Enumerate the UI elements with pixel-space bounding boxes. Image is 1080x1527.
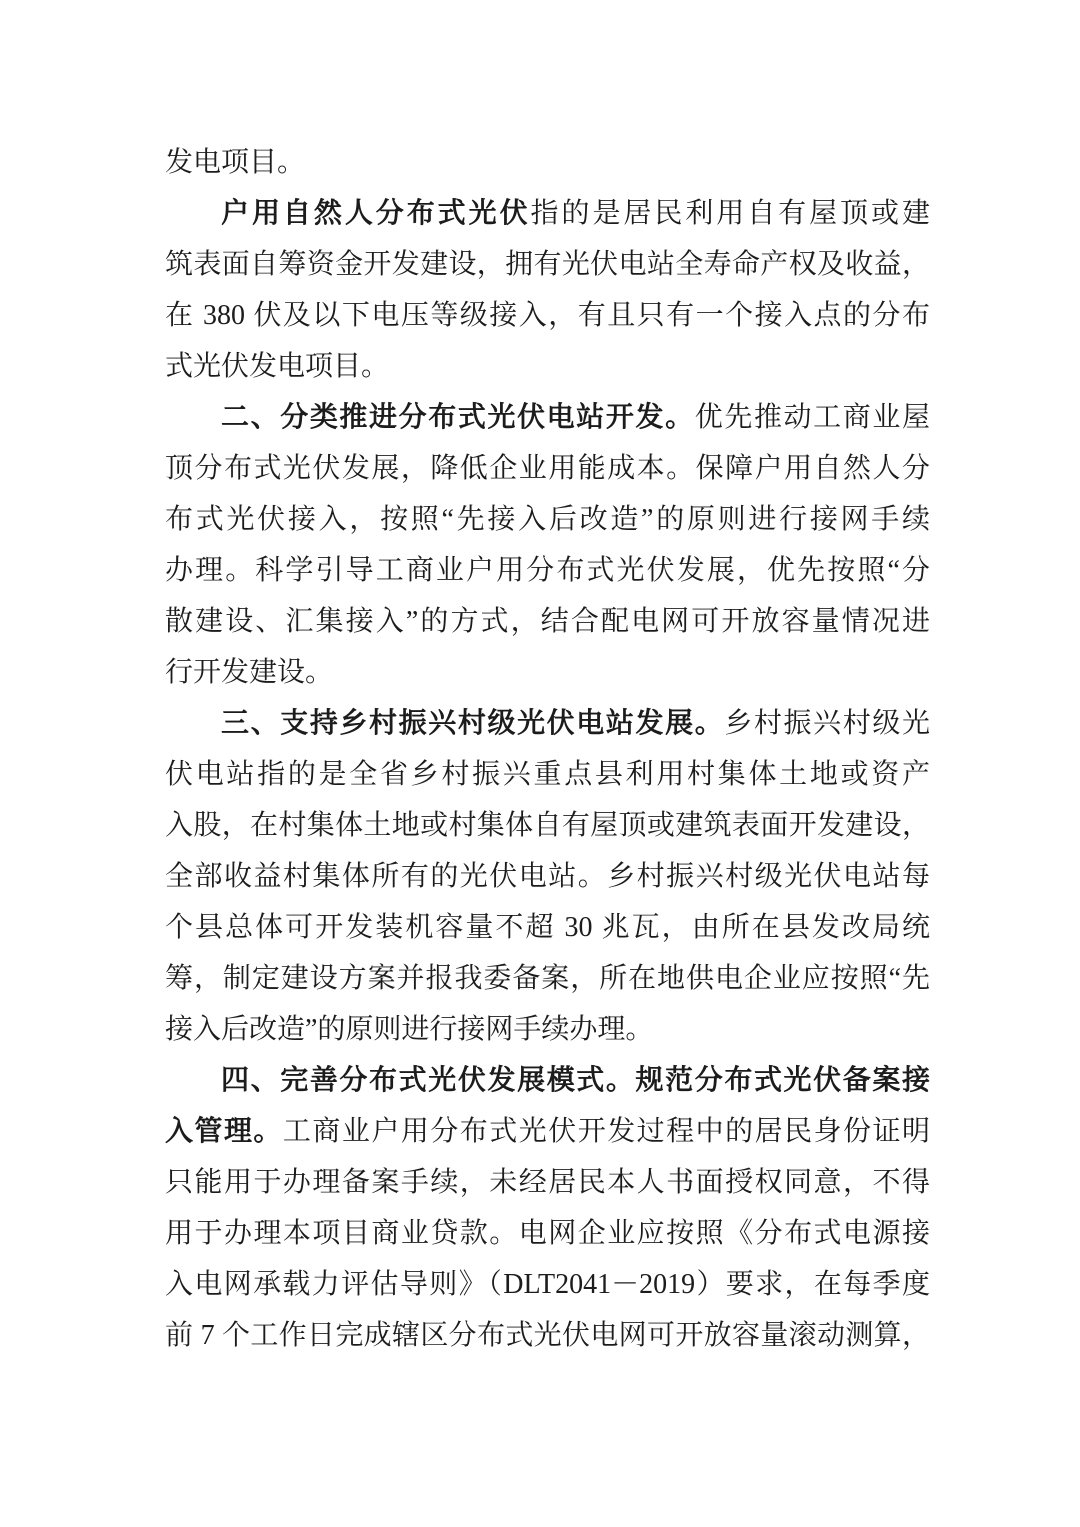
text-line [165,1106,930,1157]
text-segment: 伏电站指的是全省乡村振兴重点县利用村集体土地或资产 [165,759,930,790]
text-line [165,392,930,443]
text-segment: 接入后改造”的原则进行接网手续办理。 [165,1014,654,1045]
text-line [165,851,930,902]
document-body [165,137,930,1361]
text-segment: 筑表面自筹资金开发建设，拥有光伏电站全寿命产权及收益， [165,249,930,280]
text-segment: 发电项目。 [165,147,306,178]
text-line [165,341,930,392]
text-line [165,290,930,341]
text-line [165,1208,930,1259]
text-line [165,188,930,239]
text-line [165,1310,930,1361]
text-segment: 个县总体可开发装机容量不超 30 兆瓦，由所在县发改局统 [165,912,930,943]
text-segment: 前 7 个工作日完成辖区分布式光伏电网可开放容量滚动测算， [165,1320,930,1351]
text-segment: 在 380 伏及以下电压等级接入，有且只有一个接入点的分布 [165,300,930,331]
text-line [165,494,930,545]
text-line [165,239,930,290]
text-segment: 优先推动工商业屋 [694,402,930,433]
text-line [165,443,930,494]
bold-text-segment: 入管理。 [165,1116,283,1147]
text-segment: 顶分布式光伏发展，降低企业用能成本。保障户用自然人分 [165,453,930,484]
text-segment: 乡村振兴村级光 [724,708,930,739]
text-segment: 用于办理本项目商业贷款。电网企业应按照《分布式电源接 [165,1218,930,1249]
bold-text-segment: 二、分类推进分布式光伏电站开发。 [221,402,695,433]
text-line [165,1259,930,1310]
text-segment: 散建设、汇集接入”的方式，结合配电网可开放容量情况进 [165,606,930,637]
text-segment: 全部收益村集体所有的光伏电站。乡村振兴村级光伏电站每 [165,861,930,892]
text-segment: 行开发建设。 [165,657,334,688]
bold-text-segment: 三、支持乡村振兴村级光伏电站发展。 [221,708,725,739]
text-segment: 办理。科学引导工商业户用分布式光伏发展，优先按照“分 [165,555,930,586]
text-line [165,647,930,698]
text-segment: 筹，制定建设方案并报我委备案，所在地供电企业应按照“先 [165,963,930,994]
text-line [165,1157,930,1208]
text-line [165,698,930,749]
text-segment: 指的是居民利用自有屋顶或建 [530,198,930,229]
text-line [165,596,930,647]
text-segment: 只能用于办理备案手续，未经居民本人书面授权同意，不得 [165,1167,930,1198]
text-segment: 入股，在村集体土地或村集体自有屋顶或建筑表面开发建设， [165,810,930,841]
text-line [165,800,930,851]
text-line [165,1004,930,1055]
bold-text-segment: 四、完善分布式光伏发展模式。规范分布式光伏备案接 [221,1065,930,1096]
text-line [165,749,930,800]
text-line [165,953,930,1004]
text-line [165,137,930,188]
text-line [165,545,930,596]
text-segment: 式光伏发电项目。 [165,351,390,382]
text-segment: 布式光伏接入，按照“先接入后改造”的原则进行接网手续 [165,504,930,535]
text-line [165,1055,930,1106]
text-segment: 入电网承载力评估导则》（DLT2041－2019）要求，在每季度 [165,1269,930,1300]
text-line [165,902,930,953]
bold-text-segment: 户用自然人分布式光伏 [221,198,531,229]
text-segment: 工商业户用分布式光伏开发过程中的居民身份证明 [282,1116,930,1147]
